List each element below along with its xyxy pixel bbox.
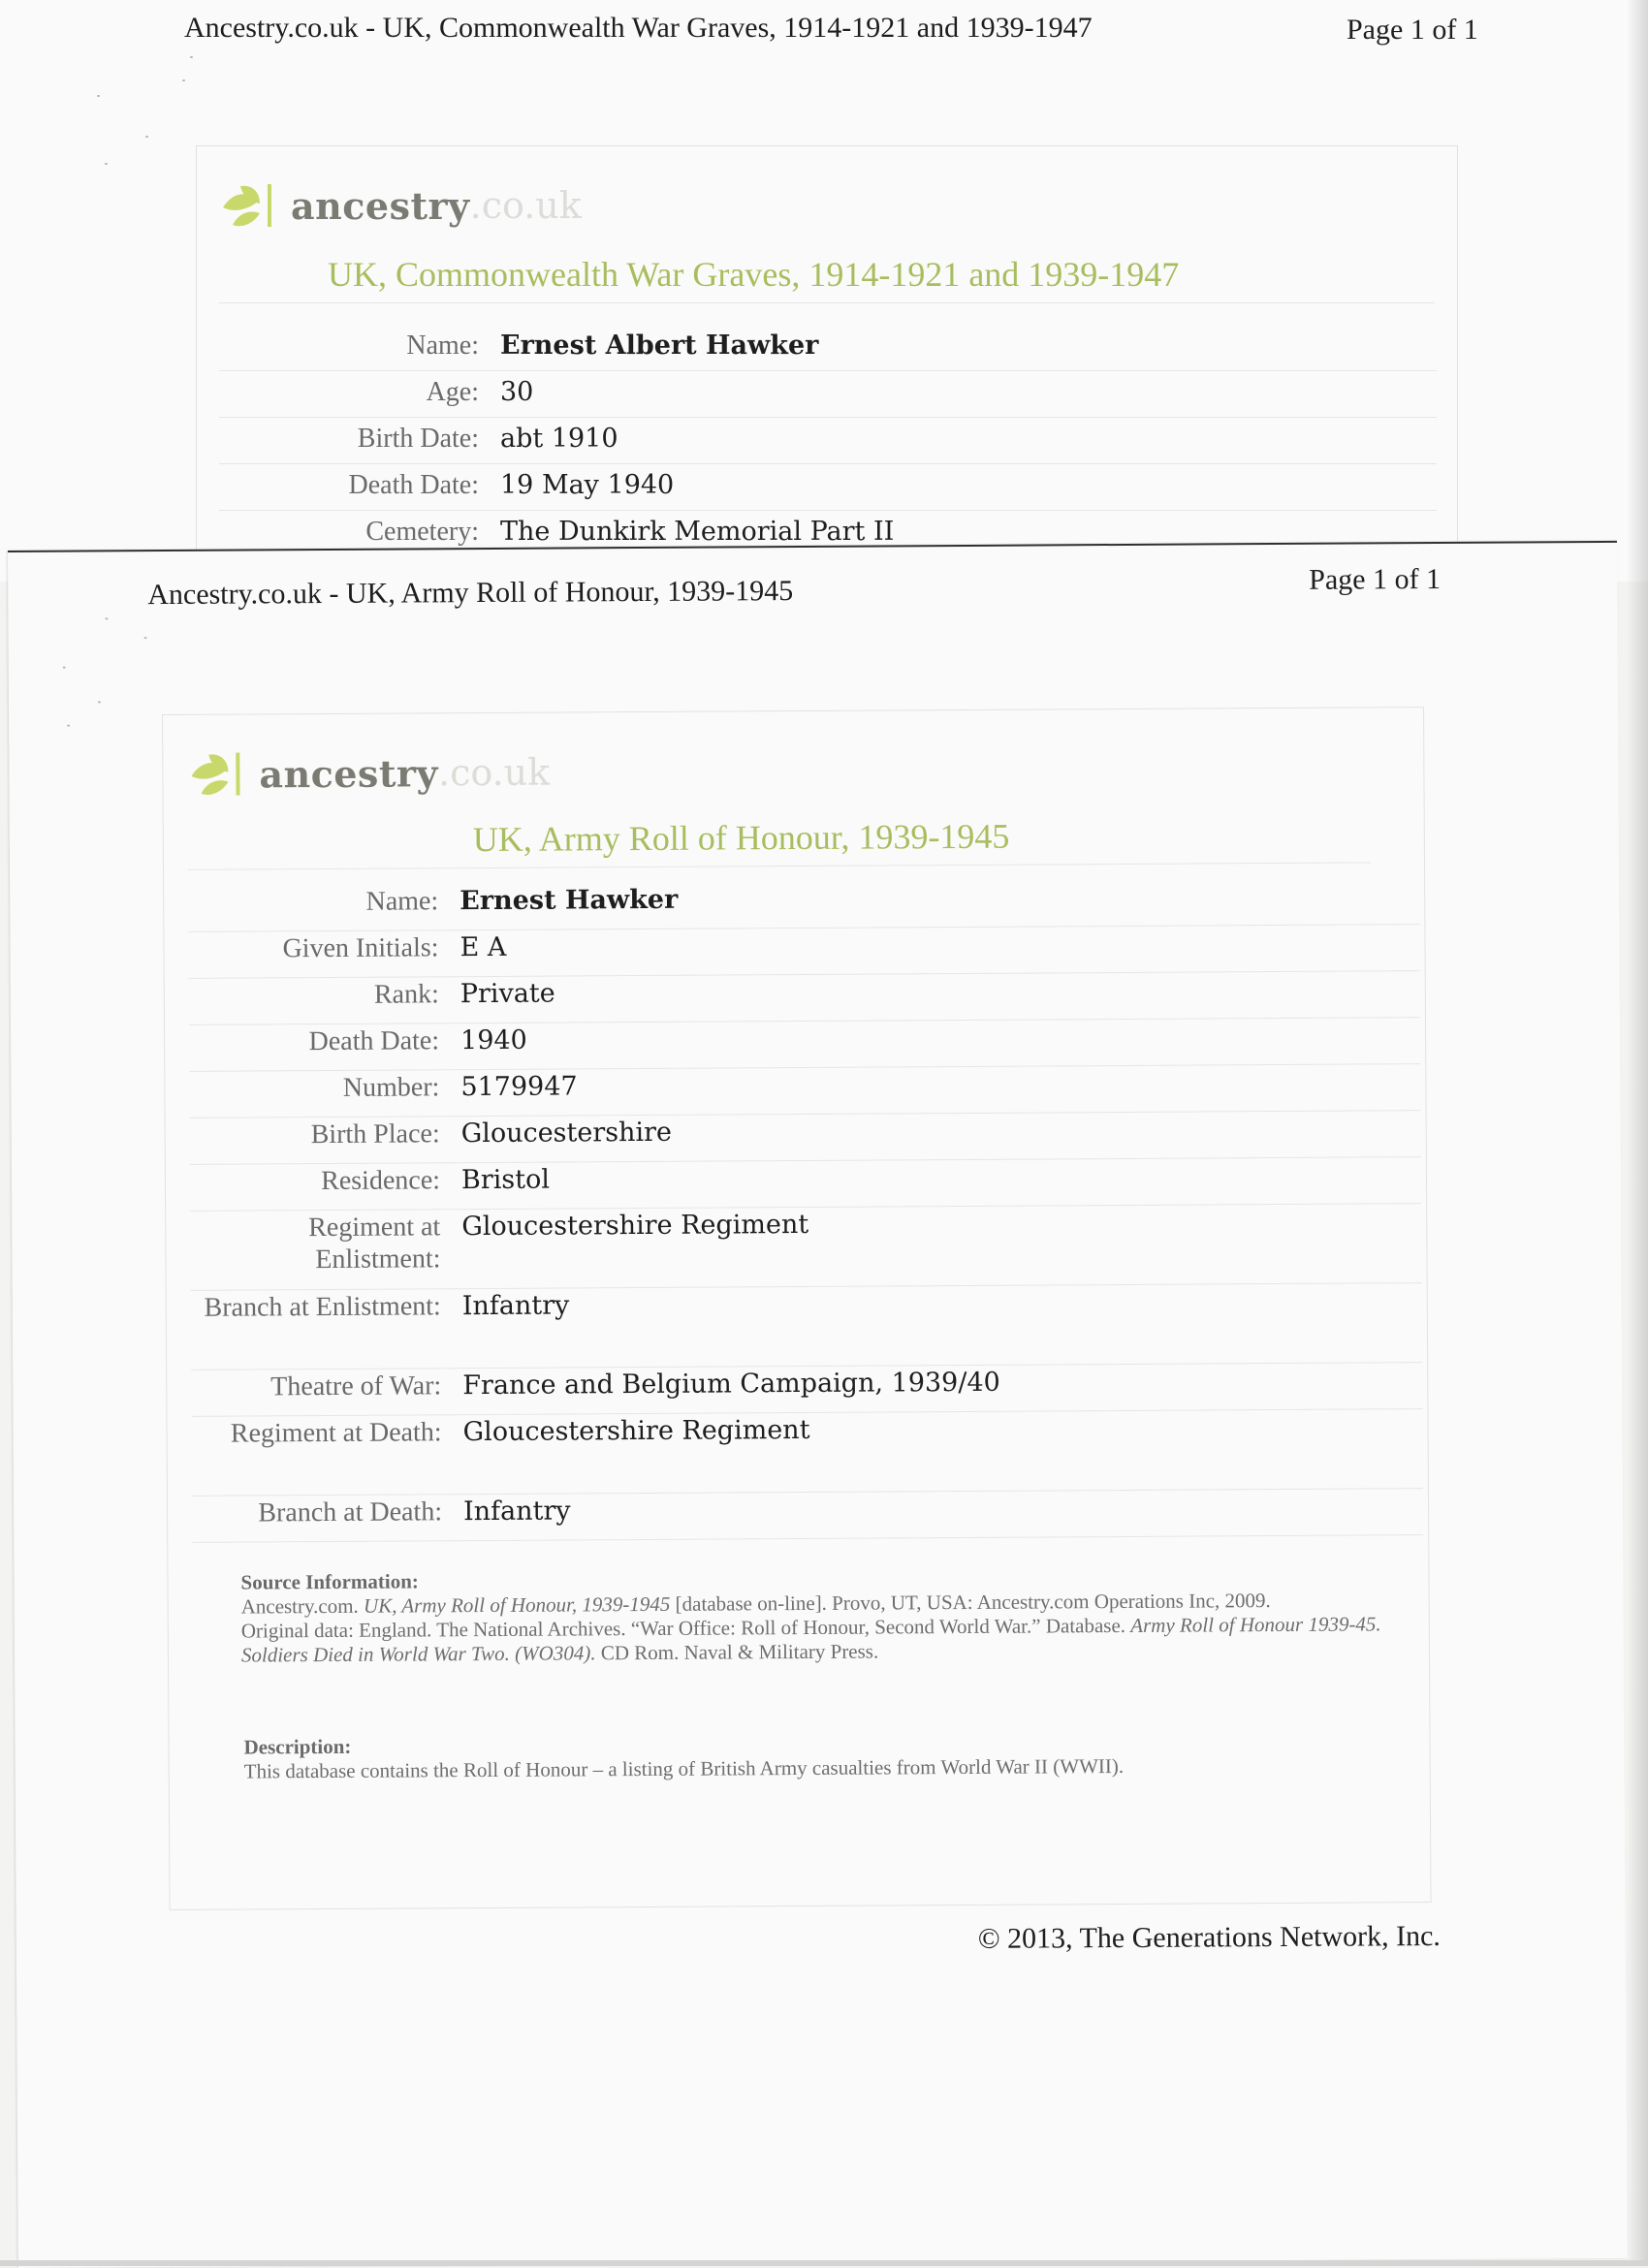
- back-field-row-death-date: [219, 469, 1437, 511]
- field-value: Bristol: [460, 1164, 551, 1196]
- back-page-number: Page 1 of 1: [1347, 14, 1478, 46]
- front-field-row-theatre-of-war: [191, 1364, 1422, 1417]
- front-field-row-branch-death: [192, 1490, 1423, 1543]
- field-label: Birth Place:: [310, 1118, 440, 1150]
- logo-wordmark: ancestry: [291, 183, 470, 228]
- back-field-row-name: [219, 330, 1437, 371]
- front-field-row-regiment-enlistment: [190, 1205, 1421, 1291]
- description: [243, 1728, 1407, 1783]
- field-label: Cemetery:: [365, 517, 479, 547]
- logo-tld: .co.uk: [469, 184, 582, 227]
- back-field-row-birth-date: [219, 423, 1437, 464]
- logo-tld: .co.uk: [437, 750, 551, 795]
- field-value: France and Belgium Campaign, 1939/40: [462, 1367, 1000, 1402]
- front-page: [8, 541, 1628, 2268]
- copyright: © 2013, The Generations Network, Inc.: [977, 1919, 1441, 1955]
- field-value: Infantry: [462, 1496, 571, 1528]
- front-field-row-branch-enlistment: [191, 1284, 1422, 1370]
- front-record-title: UK, Army Roll of Honour, 1939-1945: [472, 816, 1010, 860]
- back-print-header: Ancestry.co.uk - UK, Commonwealth War Graves, 1914-1921 and 1939-1947: [184, 12, 1093, 44]
- field-label: Rank:: [373, 979, 439, 1010]
- front-field-row-death-date: [189, 1019, 1420, 1072]
- front-field-row-number: [189, 1065, 1420, 1118]
- field-label: Name:: [365, 886, 439, 917]
- field-value: Infantry: [461, 1290, 570, 1322]
- field-value: Gloucestershire Regiment: [461, 1209, 809, 1243]
- field-value: 30: [500, 377, 534, 407]
- front-field-row-rank: [189, 972, 1420, 1025]
- field-label: Theatre of War:: [270, 1370, 442, 1402]
- front-print-header: Ancestry.co.uk - UK, Army Roll of Honour, 1939-1945: [147, 575, 794, 612]
- logo-wordmark: ancestry: [259, 750, 439, 796]
- source-heading: Source Information:: [240, 1569, 419, 1594]
- field-value: Gloucestershire Regiment: [462, 1414, 810, 1448]
- description-text: This database contains the Roll of Honour – a listing of British Army casualties from World War II (WWII).: [243, 1753, 1125, 1783]
- field-label: Birth Date:: [357, 424, 479, 454]
- front-page-number: Page 1 of 1: [1309, 562, 1442, 596]
- back-page: [0, 0, 1648, 582]
- leaf-icon: [219, 180, 287, 231]
- front-ancestry-logo: [187, 747, 550, 800]
- front-field-row-residence: [190, 1158, 1421, 1212]
- field-label: Regiment at Enlistment:: [308, 1212, 441, 1276]
- field-value: Ernest Hawker: [460, 884, 679, 917]
- front-field-row-birth-place: [190, 1112, 1421, 1165]
- back-ancestry-logo: [219, 180, 582, 231]
- field-value: 1940: [460, 1024, 527, 1056]
- field-value: Gloucestershire: [460, 1117, 673, 1150]
- field-label: Branch at Death:: [258, 1496, 443, 1528]
- source-line-1: Ancestry.com. UK, Army Roll of Honour, 1939-1945 [database on-line]. Provo, UT, USA: Ancestry.com Operations Inc, 2009.: [240, 1589, 1271, 1619]
- field-label: Regiment at Death:: [230, 1417, 442, 1449]
- field-value: 19 May 1940: [500, 470, 675, 500]
- front-field-row-regiment-death: [191, 1410, 1422, 1496]
- field-label: Death Date:: [348, 470, 479, 500]
- source-line-2: Original data: England. The National Archives. “War Office: Roll of Honour, Second World War.” Database. Army Roll of Honour 1939-45. Soldiers Died in World War Two. (WO304). CD Rom. Naval & Military Press.: [240, 1612, 1381, 1667]
- field-label: Name:: [406, 331, 479, 361]
- field-label: Death Date:: [308, 1025, 440, 1057]
- field-label: Number:: [342, 1072, 440, 1103]
- field-value: Ernest Albert Hawker: [500, 331, 819, 361]
- field-label: Given Initials:: [282, 932, 439, 964]
- front-field-row-name: [188, 879, 1419, 932]
- field-label: Residence:: [321, 1165, 441, 1197]
- field-value: Private: [460, 978, 555, 1010]
- back-field-row-age: [219, 376, 1437, 418]
- field-value: 5179947: [460, 1071, 578, 1103]
- leaf-icon: [187, 748, 255, 799]
- field-value: abt 1910: [500, 424, 618, 454]
- field-label: Age:: [426, 377, 479, 407]
- front-field-row-given-initials: [188, 926, 1419, 979]
- field-value: E A: [460, 931, 507, 963]
- field-label: Branch at Enlistment:: [204, 1291, 441, 1323]
- source-information: [240, 1563, 1405, 1667]
- field-value: The Dunkirk Memorial Part II: [500, 517, 895, 547]
- back-record-title: UK, Commonwealth War Graves, 1914-1921 and 1939-1947: [328, 255, 1180, 294]
- description-heading: Description:: [243, 1734, 352, 1759]
